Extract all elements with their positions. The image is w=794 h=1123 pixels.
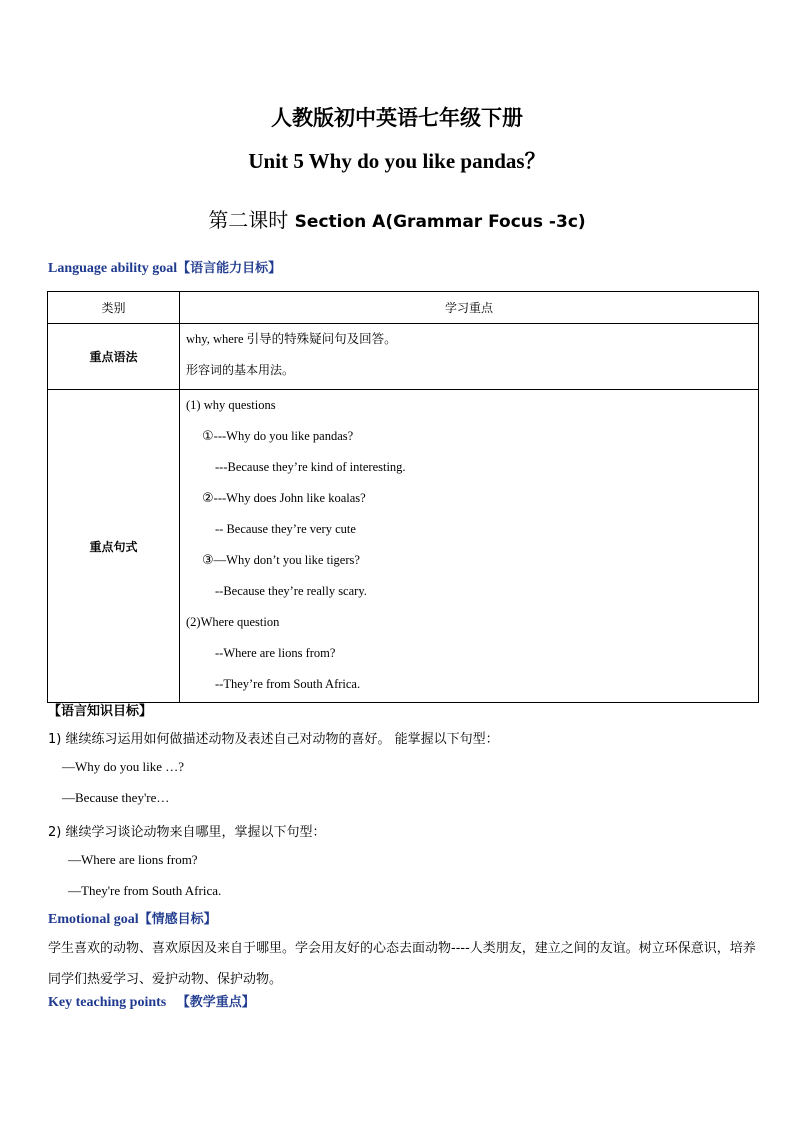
header-focus: 学习重点 [180, 292, 759, 324]
emotional-text: 学生喜欢的动物、喜欢原因及来自于哪里。学会用友好的心态去面动物----人类朋友，建立之间的友谊。树立环保意识，培养同学们热爱学习、爱护动物、保护动物。 [48, 941, 756, 987]
lesson-title-en: Section A(Grammar Focus -3c) [294, 212, 586, 232]
emotional-heading-en: Emotional goal [48, 912, 139, 927]
key-points-heading-en: Key teaching points [48, 995, 167, 1010]
knowledge-point-2: 2) 继续学习谈论动物来自哪里，掌握以下句型： [48, 825, 326, 840]
sentence-text: ---Why does John like koalas? [213, 491, 366, 505]
lesson-title-cn: 第二课时 [208, 208, 289, 232]
grammar-line [186, 355, 752, 386]
grammar-line-2: 形容词的基本用法。 [186, 363, 295, 377]
language-ability-heading [48, 257, 281, 277]
goals-table [47, 291, 759, 703]
document-title: 人教版初中英语七年级下册 [271, 106, 523, 130]
sentence-line [186, 545, 752, 576]
row-content-sentences [180, 390, 759, 703]
row-content-grammar [180, 324, 759, 390]
table-row [48, 390, 759, 703]
knowledge-sentence: —They're from South Africa. [68, 883, 222, 898]
key-points-heading [48, 991, 255, 1011]
sentence-line: --They’re from South Africa. [215, 677, 361, 691]
emotional-heading-cn: 【情感目标】 [138, 912, 217, 927]
row-label-grammar: 重点语法 [48, 324, 180, 390]
knowledge-sentence: —Because they're… [62, 790, 170, 805]
sentence-line: --Because they’re really scary. [215, 584, 367, 598]
language-ability-heading-cn: 【语言能力目标】 [177, 261, 282, 276]
sentence-line [186, 421, 752, 452]
table-row [48, 324, 759, 390]
key-points-heading-cn: 【教学重点】 [176, 995, 255, 1010]
sentence-text: ---Why do you like pandas? [213, 429, 354, 443]
unit-title: Unit 5 Why do you like pandas？ [248, 149, 546, 173]
knowledge-point-1: 1) 继续练习运用如何做描述动物及表述自己对动物的喜好。 能掌握以下句型： [48, 732, 499, 747]
header-category: 类别 [48, 292, 180, 324]
language-ability-heading-en: Language ability goal [48, 261, 178, 276]
number-three-icon: ③ [202, 553, 214, 568]
sentence-line: (1) why questions [186, 398, 276, 412]
grammar-line-1: why, where 引导的特殊疑问句及回答。 [186, 332, 397, 346]
sentence-line: -- Because they’re very cute [215, 522, 356, 536]
sentence-line: (2)Where question [186, 615, 280, 629]
sentence-text: —Why don’t you like tigers? [213, 553, 360, 567]
knowledge-sentence: —Why do you like …? [62, 759, 185, 774]
knowledge-sentence: —Where are lions from? [68, 852, 198, 867]
knowledge-heading: 【语言知识目标】 [48, 704, 153, 719]
number-one-icon: ① [202, 429, 214, 444]
grammar-line [186, 324, 752, 355]
sentence-line: --Where are lions from? [215, 646, 336, 660]
lesson-title [0, 204, 794, 233]
row-label-sentences: 重点句式 [48, 390, 180, 703]
number-two-icon: ② [202, 491, 214, 506]
sentence-line [186, 483, 752, 514]
sentence-line: ---Because they’re kind of interesting. [215, 460, 406, 474]
table-header-row [48, 292, 759, 324]
emotional-heading [48, 908, 217, 928]
